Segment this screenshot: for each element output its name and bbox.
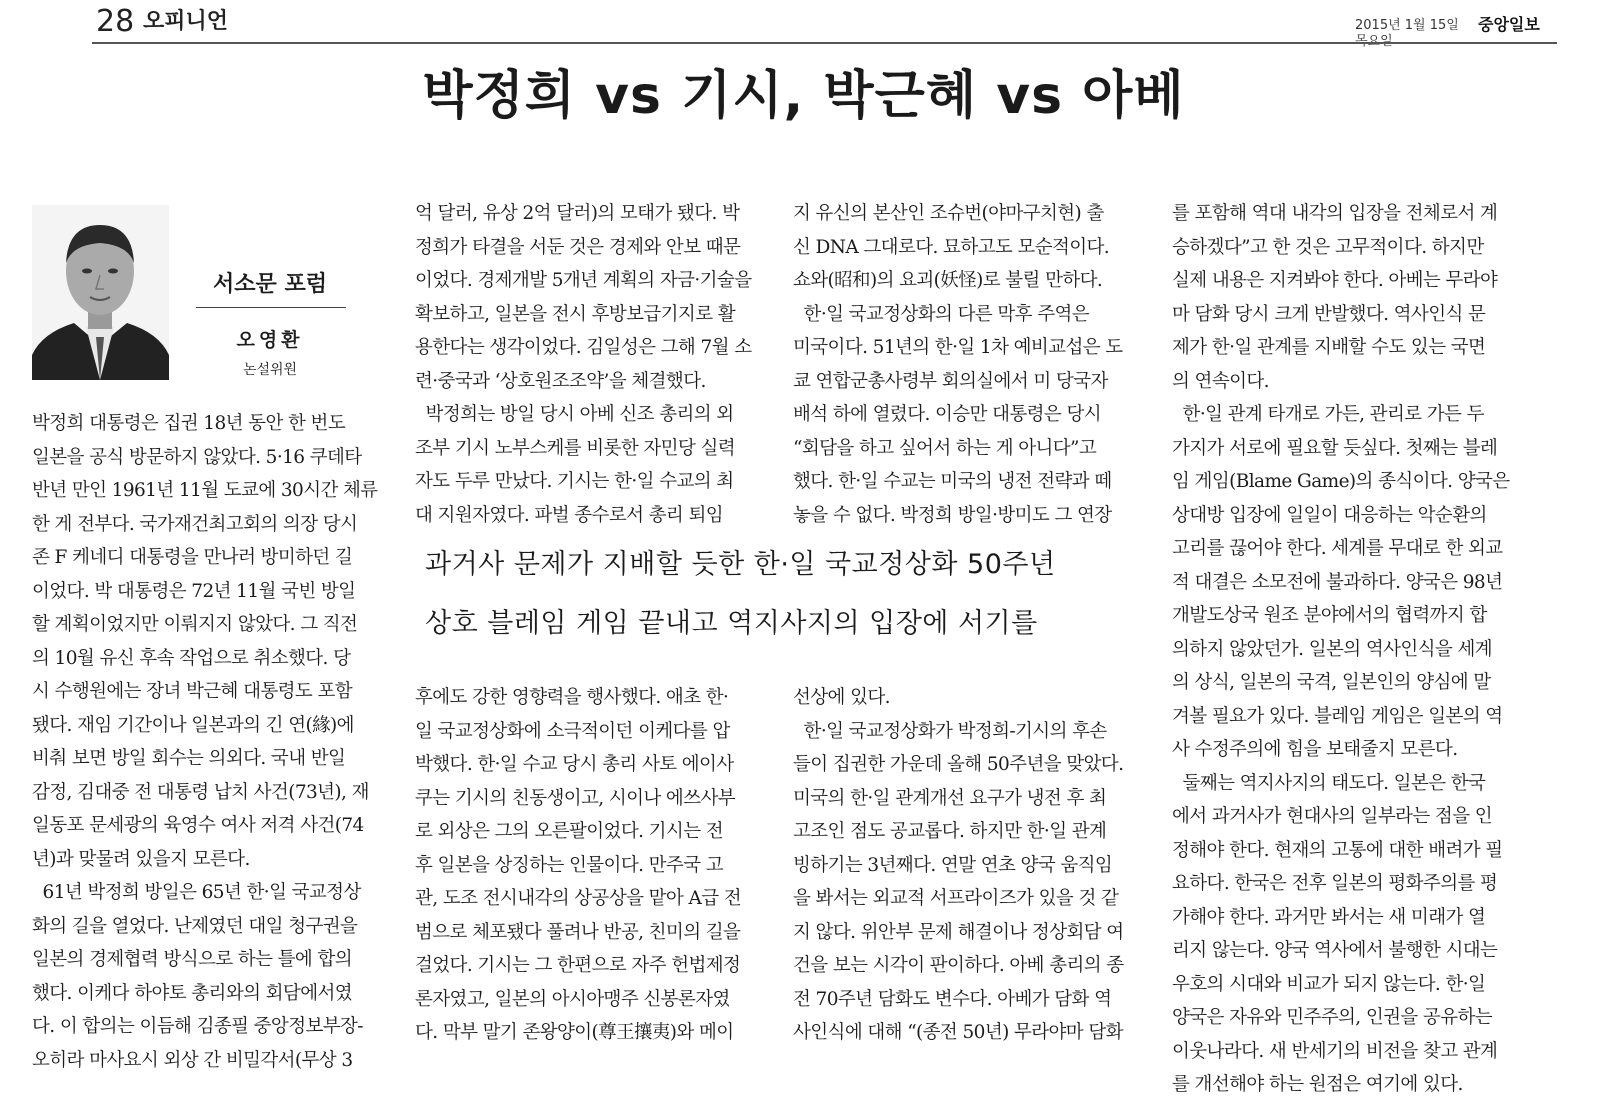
author-photo: [32, 205, 169, 380]
body-column-1: [32, 407, 388, 1077]
body-text-line: 개발도상국 원조 분야에서의 협력까지 합: [1172, 605, 1487, 626]
subheadline-1: 과거사 문제가 지배할 듯한 한·일 국교정상화 50주년: [425, 549, 1056, 580]
body-text-line: 다. 이 합의는 이듬해 김종필 중앙정보부장-: [32, 1016, 363, 1037]
headline: 박정희 vs 기시, 박근혜 vs 아베: [422, 66, 1185, 126]
body-text-line: 됐다. 재임 기간이나 일본과의 긴 연(緣)에: [32, 714, 354, 736]
body-text-line: 일본을 공식 방문하지 않았다. 5·16 쿠데타: [32, 446, 362, 468]
author-title: 논설위원: [242, 362, 298, 378]
body-text-line: 박정희 대통령은 집권 18년 동안 한 번도: [32, 413, 346, 434]
body-column-3-top: [793, 197, 1149, 532]
body-text-line: 했다. 이케다 하야토 총리와의 회담에서였: [32, 982, 353, 1004]
body-text-line: 의 상식, 일본의 국격, 일본인의 양심에 말: [1172, 672, 1491, 693]
body-text-line: 박했다. 한·일 수교 당시 총리 사토 에이사: [415, 754, 734, 775]
body-text-line: 했다. 한·일 수교는 미국의 냉전 전략과 떼: [793, 471, 1112, 492]
body-text-line: 전 70주년 담화도 변수다. 아베가 담화 역: [793, 988, 1112, 1010]
body-text-line: 둘째는 역지사지의 태도다. 일본은 한국: [1172, 772, 1486, 794]
body-text-line: 미국의 한·일 관계개선 요구가 냉전 후 최: [793, 787, 1107, 809]
body-text-line: 지 않다. 위안부 문제 해결이나 정상회담 여: [793, 921, 1124, 943]
body-text-line: 의 연속이다.: [1172, 370, 1269, 392]
body-text-line: 사 수정주의에 힘을 보태줄지 모른다.: [1172, 739, 1458, 760]
body-text-line: “회담을 하고 싶어서 하는 게 아니다”고: [793, 437, 1097, 459]
body-text-line: 가지가 서로에 필요할 듯싶다. 첫째는 블레: [1172, 437, 1498, 459]
body-text-line: 배석 하에 열렸다. 이승만 대통령은 당시: [793, 404, 1102, 425]
body-text-line: 한 게 전부다. 국가재건최고회의 의장 당시: [32, 513, 358, 535]
body-text-line: 제가 한·일 관계를 지배할 수도 있는 국면: [1172, 337, 1486, 358]
body-text-line: 상대방 입장에 일일이 대응하는 악순환의: [1172, 504, 1487, 526]
body-text-line: 을 봐서는 외교적 서프라이즈가 있을 것 같: [793, 888, 1119, 909]
body-text-line: 자도 두루 만났다. 기시는 한·일 수교의 최: [415, 471, 734, 492]
body-text-line: 양국은 자유와 민주주의, 인권을 공유하는: [1172, 1007, 1493, 1028]
body-text-line: 조부 기시 노부스케를 비롯한 자민당 실력: [415, 437, 736, 459]
body-text-line: 관, 도조 전시내각의 상공상을 맡아 A급 전: [415, 888, 742, 909]
body-text-line: 쇼와(昭和)의 요괴(妖怪)로 불릴 만하다.: [793, 270, 1103, 291]
body-column-4: [1172, 197, 1528, 1102]
body-text-line: 한·일 관계 타개로 가든, 관리로 가든 두: [1172, 404, 1484, 425]
body-text-line: 에서 과거사가 현대사의 일부라는 점을 인: [1172, 806, 1493, 827]
body-text-line: 억 달러, 유상 2억 달러)의 모태가 됐다. 박: [415, 203, 740, 224]
body-text-line: 화의 길을 열었다. 난제였던 대일 청구권을: [32, 915, 358, 937]
body-text-line: 의 10월 유신 후속 작업으로 취소했다. 당: [32, 647, 351, 669]
column-name: 서소문 포럼: [213, 272, 327, 297]
body-text-line: 정해야 한다. 현재의 고통에 대한 배려가 필: [1172, 839, 1503, 861]
body-text-line: 적 대결은 소모전에 불과하다. 양국은 98년: [1172, 571, 1503, 593]
body-text-line: 한·일 국교정상화의 다른 막후 주역은: [793, 303, 1090, 325]
body-text-line: 사인식에 대해 “(종전 50년) 무라야마 담화: [793, 1022, 1123, 1043]
body-text-line: 쿄 연합군총사령부 회의실에서 미 당국자: [793, 370, 1108, 392]
body-text-line: 실제 내용은 지켜봐야 한다. 아베는 무라야: [1172, 270, 1498, 291]
body-text-line: 승하겠다”고 한 것은 고무적이다. 하지만: [1172, 236, 1484, 258]
body-text-line: 일본의 경제협력 방식으로 하는 틀에 합의: [32, 949, 353, 970]
body-text-line: 고리를 끊어야 한다. 세계를 무대로 한 외교: [1172, 538, 1503, 559]
body-text-line: 후에도 강한 영향력을 행사했다. 애초 한·: [415, 687, 729, 708]
body-text-line: 비춰 보면 방일 회수는 의외다. 국내 반일: [32, 748, 346, 769]
body-text-line: 를 개선해야 하는 원점은 여기에 있다.: [1172, 1074, 1463, 1095]
body-text-line: 확보하고, 일본을 전시 후방보급기지로 활: [415, 303, 736, 325]
body-text-line: 이었다. 경제개발 5개년 계획의 자금·기술을: [415, 270, 752, 291]
column-name-underline: [196, 307, 346, 308]
newspaper-logo: 중앙일보: [1478, 15, 1540, 34]
body-text-line: 겨볼 필요가 있다. 블레임 게임은 일본의 역: [1172, 705, 1503, 727]
body-text-line: 신 DNA 그대로다. 묘하고도 모순적이다.: [793, 236, 1110, 258]
body-text-line: 감정, 김대중 전 대통령 납치 사건(73년), 재: [32, 781, 369, 803]
body-text-line: 를 포함해 역대 내각의 입장을 전체로서 계: [1172, 203, 1498, 224]
body-text-line: 련·중국과 ‘상호원조조약’을 체결했다.: [415, 370, 706, 392]
body-text-line: 범으로 체포됐다 풀려나 반공, 친미의 길을: [415, 921, 741, 943]
body-text-line: 일 국교정상화에 소극적이던 이케다를 압: [415, 720, 730, 742]
body-text-line: 의하지 않았던가. 일본의 역사인식을 세계: [1172, 638, 1493, 660]
body-text-line: 다. 막부 말기 존왕양이(尊王攘夷)와 메이: [415, 1022, 734, 1043]
body-text-line: 마 담화 당시 크게 반발했다. 역사인식 문: [1172, 303, 1486, 325]
body-column-2-bottom: [415, 681, 767, 1050]
body-text-line: 요하다. 한국은 전후 일본의 평화주의를 평: [1172, 873, 1498, 894]
body-text-line: 한·일 국교정상화가 박정희-기시의 후손: [793, 720, 1107, 742]
body-text-line: 오히라 마사요시 외상 간 비밀각서(무상 3: [32, 1049, 353, 1071]
body-text-line: 건을 보는 시각이 판이하다. 아베 총리의 종: [793, 955, 1124, 976]
body-text-line: 할 계획이었지만 이뤄지지 않았다. 그 직전: [32, 614, 358, 635]
body-column-2-top: [415, 197, 767, 532]
body-text-line: 박정희는 방일 당시 아베 신조 총리의 외: [415, 404, 734, 425]
header-divider: [92, 42, 1557, 44]
body-text-line: 반년 만인 1961년 11월 도쿄에 30시간 체류: [32, 480, 378, 501]
body-text-line: 용한다는 생각이었다. 김일성은 그해 7월 소: [415, 337, 752, 358]
section-title: 오피니언: [143, 9, 229, 34]
body-text-line: 61년 박정희 방일은 65년 한·일 국교정상: [32, 882, 361, 903]
body-text-line: 걸었다. 기시는 그 한편으로 자주 헌법제정: [415, 955, 741, 976]
body-text-line: 가해야 한다. 과거만 봐서는 새 미래가 열: [1172, 906, 1486, 928]
body-text-line: 들이 집권한 가운데 올해 50주년을 맞았다.: [793, 754, 1124, 775]
body-text-line: 고조인 점도 공교롭다. 하지만 한·일 관계: [793, 821, 1107, 842]
body-text-line: 존 F 케네디 대통령을 만나러 방미하던 길: [32, 547, 353, 568]
body-text-line: 미국이다. 51년의 한·일 1차 예비교섭은 도: [793, 337, 1123, 358]
body-text-line: 놓을 수 없다. 박정희 방일·방미도 그 연장: [793, 504, 1112, 526]
body-text-line: 대 지원자였다. 파벌 종수로서 총리 퇴임: [415, 504, 724, 526]
body-text-line: 쿠는 기시의 친동생이고, 시이나 에쓰사부: [415, 787, 736, 809]
body-text-line: 정희가 타결을 서둔 것은 경제와 안보 때문: [415, 236, 741, 258]
body-text-line: 일동포 문세광의 육영수 여사 저격 사건(74: [32, 815, 364, 836]
body-text-line: 후 일본을 상징하는 인물이다. 만주국 고: [415, 854, 724, 876]
body-text-line: 빙하기는 3년째다. 연말 연초 양국 움직임: [793, 854, 1113, 876]
author-name: 오영환: [236, 329, 304, 351]
body-text-line: 년)과 맞물려 있을지 모른다.: [32, 848, 250, 870]
page-number: 28: [96, 4, 135, 39]
body-text-line: 이었다. 박 대통령은 72년 11월 국빈 방일: [32, 580, 356, 602]
body-text-line: 임 게임(Blame Game)의 종식이다. 양국은: [1172, 471, 1510, 492]
publication-date: 2015년 1월 15일: [1355, 18, 1459, 33]
body-text-line: 선상에 있다.: [793, 687, 890, 708]
body-text-line: 론자였고, 일본의 아시아맹주 신봉론자였: [415, 988, 730, 1010]
body-text-line: 리지 않는다. 양국 역사에서 불행한 시대는: [1172, 940, 1498, 961]
body-column-3-bottom: [793, 681, 1149, 1050]
subheadline-2: 상호 블레임 게임 끝내고 역지사지의 입장에 서기를: [425, 608, 1038, 639]
body-text-line: 이웃나라다. 새 반세기의 비전을 찾고 관계: [1172, 1040, 1498, 1062]
body-text-line: 시 수행원에는 장녀 박근혜 대통령도 포함: [32, 681, 353, 702]
body-text-line: 우호의 시대와 비교가 되지 않는다. 한·일: [1172, 973, 1486, 995]
body-text-line: 로 외상은 그의 오른팔이었다. 기시는 전: [415, 821, 724, 842]
body-text-line: 지 유신의 본산인 조슈번(야마구치현) 출: [793, 203, 1104, 224]
